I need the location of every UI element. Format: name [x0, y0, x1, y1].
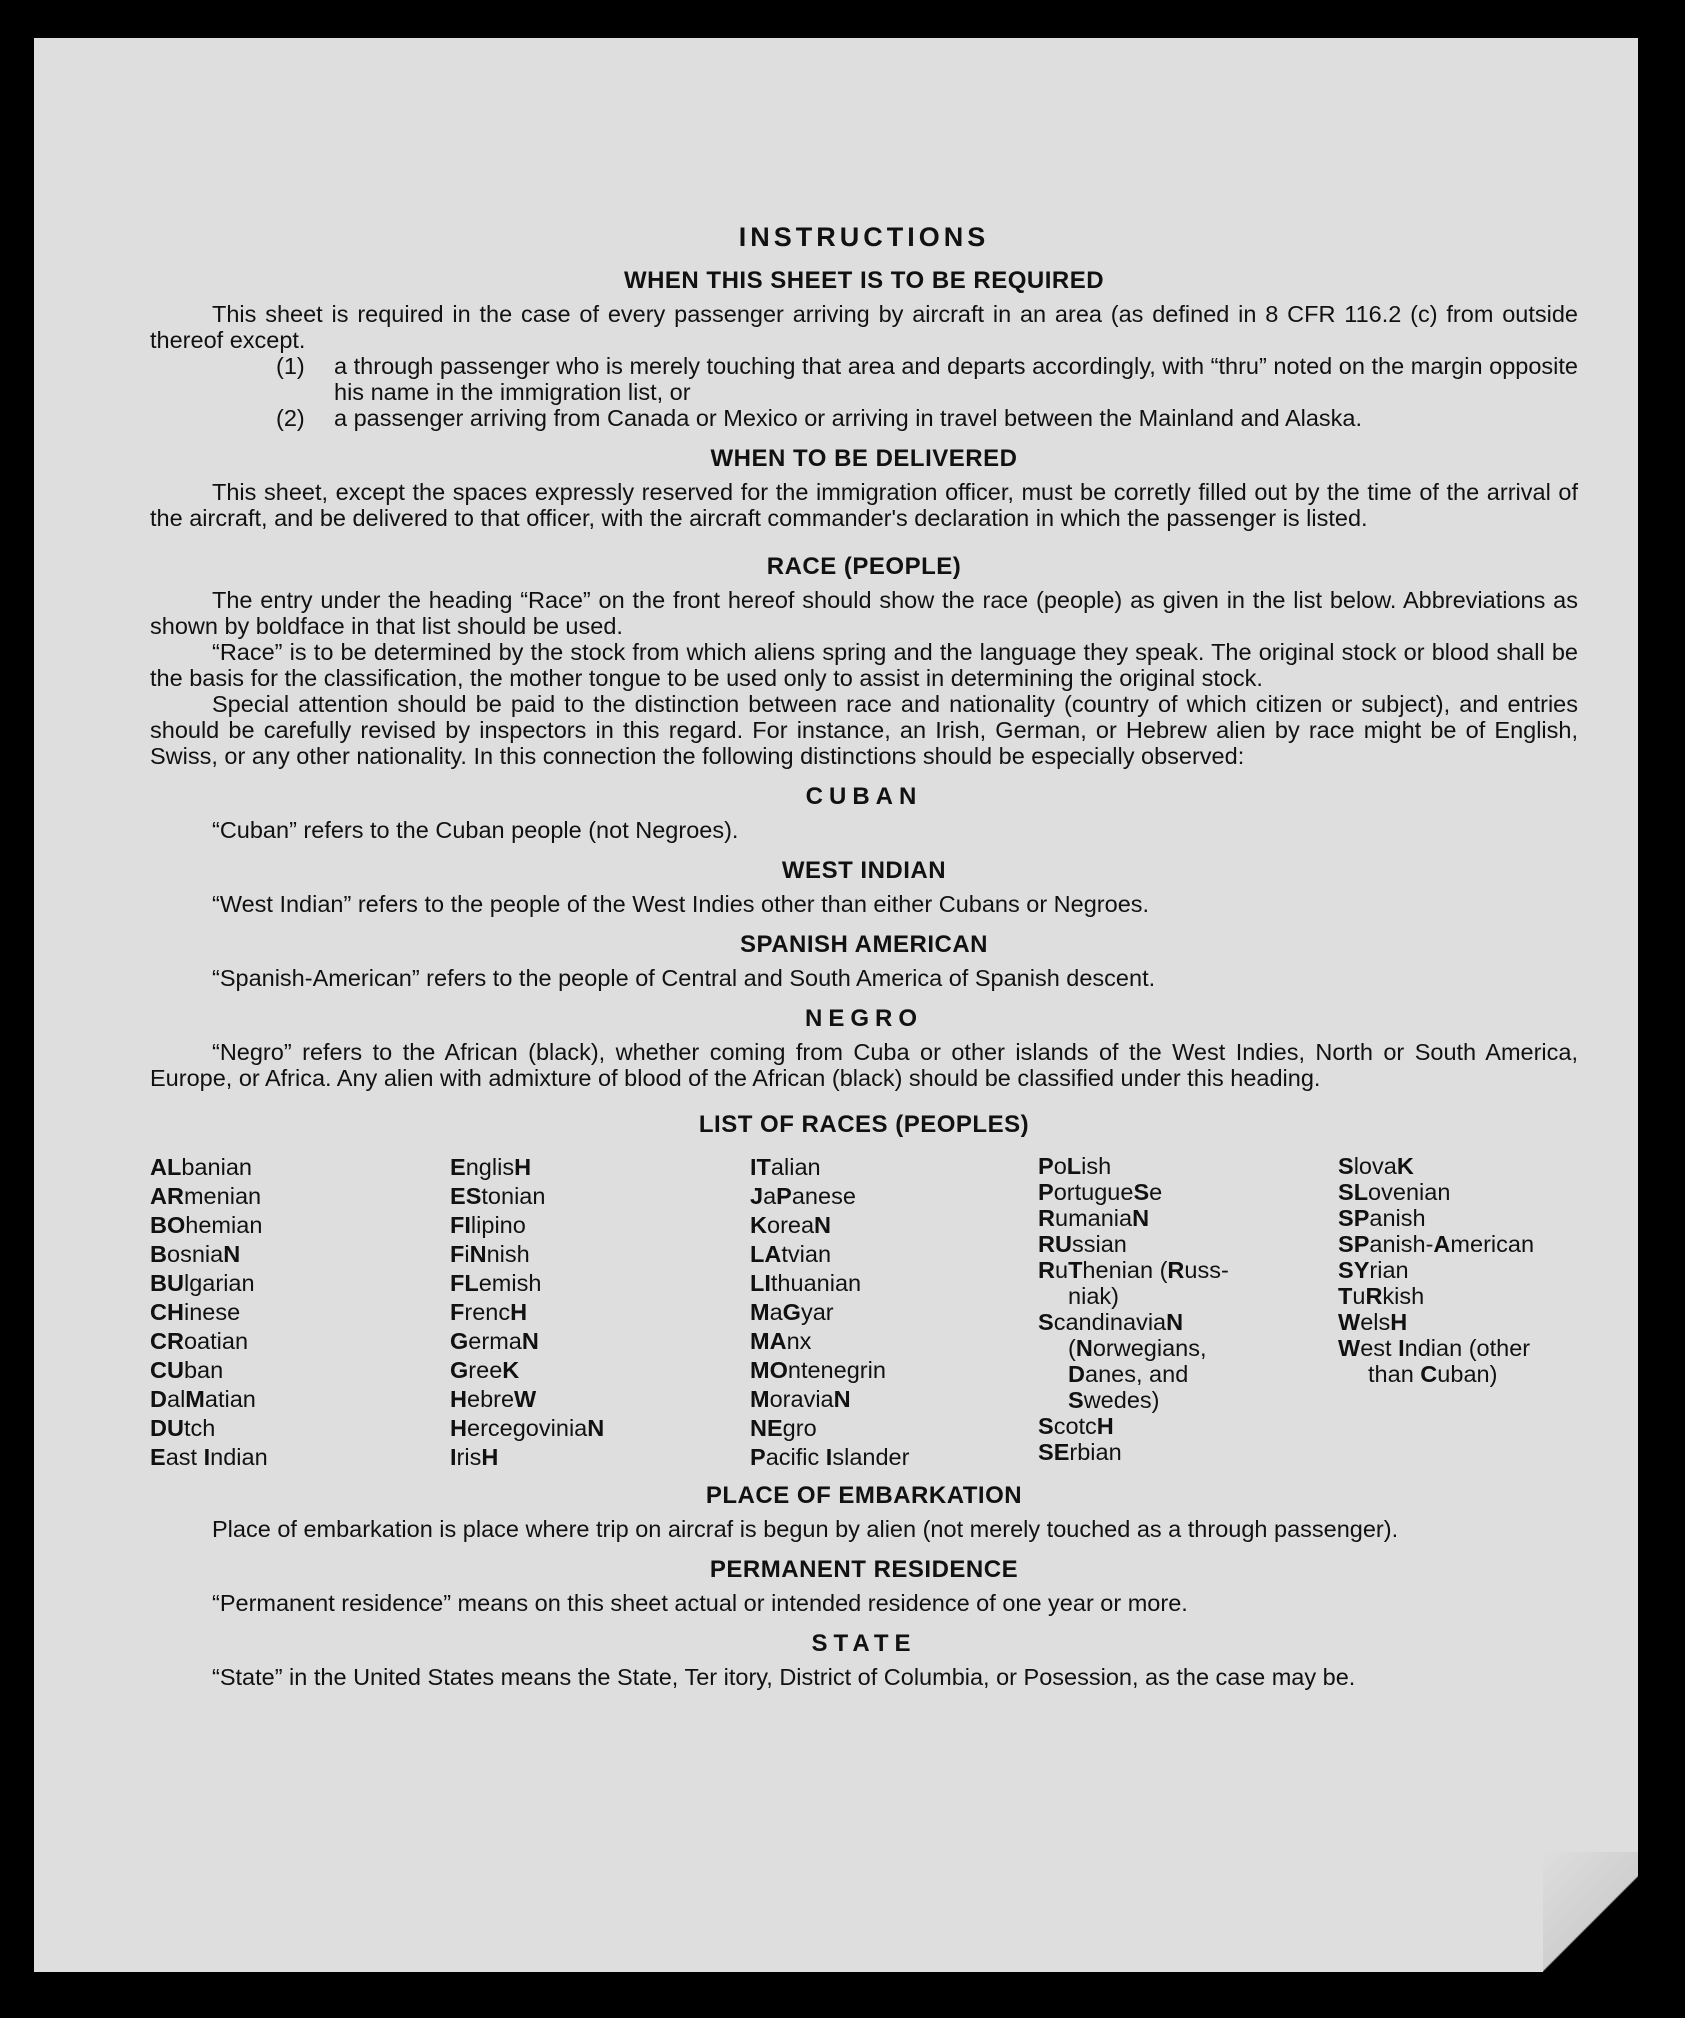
race-entry: FrencH [450, 1299, 528, 1325]
heading-race: RACE (PEOPLE) [766, 553, 962, 580]
race-entry: BUlgarian [150, 1270, 255, 1296]
heading-delivered: WHEN TO BE DELIVERED [710, 445, 1018, 472]
race-entry: EStonian [450, 1183, 546, 1209]
paragraph-race-2: “Race” is to be determined by the stock from which aliens spring and the language they speak. The original stock or blood shall be the basis for the classification, the mother tongue to be used only to assist in determining the original stock. [150, 639, 1578, 691]
race-entry: Pacific Islander [750, 1444, 910, 1470]
paragraph-race-3: Special attention should be paid to the distinction between race and nationality (country of which citizen or subject), and entries should be carefully revised by inspectors in this regard. For instance, an Irish, German, or Hebrew alien by race might be of English, Swiss, or any other nationality. In this connection the following distinctions should be especially observed: [150, 691, 1578, 769]
paragraph-embarkation: Place of embarkation is place where trip on aircraf is begun by alien (not merely touched as a through passenger). [212, 1516, 1399, 1542]
race-entry: FiNnish [450, 1241, 530, 1267]
races-column-3 [750, 1153, 1038, 1472]
item-number: (2) [276, 405, 305, 431]
race-entry: ITalian [750, 1154, 821, 1180]
race-entry: ALbanian [150, 1154, 252, 1180]
race-entry: ARmenian [150, 1183, 262, 1209]
race-entry: CUban [150, 1357, 224, 1383]
race-entry: MOntenegrin [750, 1357, 886, 1383]
race-entry: IrisH [450, 1444, 499, 1470]
race-entry: RuThenian (Russ- [1038, 1257, 1229, 1283]
races-column-5 [1338, 1153, 1578, 1472]
race-entry: SlovaK [1338, 1153, 1414, 1179]
heading-cuban: CUBAN [805, 783, 923, 810]
race-entry: FLemish [450, 1270, 542, 1296]
paragraph-race-1: The entry under the heading “Race” on the front hereof should show the race (people) as given in the list below. Abbreviations as shown by boldface in that list should be used. [150, 587, 1578, 639]
race-entry: PoLish [1038, 1153, 1112, 1179]
paragraph-cuban: “Cuban” refers to the Cuban people (not Negroes). [212, 817, 739, 843]
race-entry: SPanish-American [1338, 1231, 1535, 1257]
races-column-2 [450, 1153, 750, 1472]
race-entry: EnglisH [450, 1154, 532, 1180]
race-entry: SErbian [1038, 1439, 1122, 1465]
race-entry: RumaniaN [1038, 1205, 1150, 1231]
paragraph-negro: “Negro” refers to the African (black), whether coming from Cuba or other islands of the West Indies, North or South America, Europe, or Africa. Any alien with admixture of blood of the African (black) should be classified under this heading. [150, 1039, 1578, 1091]
race-entry: Swedes) [1068, 1387, 1160, 1413]
race-entry: DUtch [150, 1415, 216, 1441]
race-entry: BosniaN [150, 1241, 241, 1267]
race-entry: CHinese [150, 1299, 241, 1325]
race-entry: ScandinaviaN [1038, 1309, 1184, 1335]
paragraph-residence: “Permanent residence” means on this sheet actual or intended residence of one year or more. [212, 1590, 1188, 1616]
race-entry: Danes, and [1068, 1361, 1189, 1387]
race-entry: East Indian [150, 1444, 268, 1470]
item-number: (1) [276, 353, 305, 379]
race-entry: SYrian [1338, 1257, 1409, 1283]
race-entry: JaPanese [750, 1183, 856, 1209]
page-title: INSTRUCTIONS [738, 222, 990, 252]
race-entry: CRoatian [150, 1328, 249, 1354]
race-entry: (Norwegians, [1068, 1335, 1207, 1361]
race-entry: SLovenian [1338, 1179, 1451, 1205]
race-entry: DalMatian [150, 1386, 256, 1412]
race-entry: WelsH [1338, 1309, 1408, 1335]
race-entry: GermaN [450, 1328, 539, 1354]
heading-residence: PERMANENT RESIDENCE [709, 1556, 1019, 1583]
race-entry: ScotcH [1038, 1413, 1114, 1439]
race-entry: PortugueSe [1038, 1179, 1163, 1205]
race-entry: RUssian [1038, 1231, 1127, 1257]
item-text: a passenger arriving from Canada or Mexico or arriving in travel between the Mainland and Alaska. [334, 405, 1363, 431]
heading-embarkation: PLACE OF EMBARKATION [705, 1482, 1023, 1509]
race-entry: SPanish [1338, 1205, 1426, 1231]
race-entry: TuRkish [1338, 1283, 1425, 1309]
race-entry: NEgro [750, 1415, 817, 1441]
paragraph-state: “State” in the United States means the State, Ter itory, District of Columbia, or Posession, as the case may be. [212, 1664, 1356, 1690]
race-entry: West Indian (other [1338, 1335, 1531, 1361]
races-column-1 [150, 1153, 450, 1472]
heading-required: WHEN THIS SHEET IS TO BE REQUIRED [623, 267, 1105, 294]
heading-west-indian: WEST INDIAN [781, 857, 947, 884]
race-entry: FIlipino [450, 1212, 526, 1238]
paragraph-delivered: This sheet, except the spaces expressly reserved for the immigration officer, must be corretly filled out by the time of the arrival of the aircraft, and be delivered to that officer, with the aircraft commander's declaration in which the passenger is listed. [150, 479, 1578, 531]
race-entry: LAtvian [750, 1241, 832, 1267]
race-entry: MaGyar [750, 1299, 834, 1325]
heading-negro: NEGRO [804, 1005, 923, 1032]
race-entry: GreeK [450, 1357, 520, 1383]
race-entry: than Cuban) [1368, 1361, 1498, 1387]
paragraph-required: This sheet is required in the case of every passenger arriving by aircraft in an area (as defined in 8 CFR 116.2 (c) from outside thereof except. [150, 301, 1578, 353]
race-entry: MAnx [750, 1328, 812, 1354]
folded-corner [1543, 1852, 1638, 1972]
races-column-4 [1038, 1153, 1338, 1472]
heading-spanish-american: SPANISH AMERICAN [739, 931, 988, 958]
item-text: a through passenger who is merely touching that area and departs accordingly, with “thru” noted on the margin opposite his name in the immigration list, or [334, 353, 1578, 405]
heading-list-of-races: LIST OF RACES (PEOPLES) [698, 1111, 1030, 1138]
race-entry: MoraviaN [750, 1386, 851, 1412]
list-item [276, 405, 1578, 431]
race-entry: HebreW [450, 1386, 537, 1412]
list-item [276, 353, 1578, 405]
heading-state: STATE [811, 1630, 917, 1657]
paragraph-spanish-american: “Spanish-American” refers to the people of Central and South America of Spanish descent. [212, 965, 1156, 991]
races-list [150, 1153, 1578, 1472]
race-entry: LIthuanian [750, 1270, 862, 1296]
race-entry: niak) [1068, 1283, 1119, 1309]
paragraph-west-indian: “West Indian” refers to the people of the West Indies other than either Cubans or Negroes. [212, 891, 1150, 917]
race-entry: HercegoviniaN [450, 1415, 605, 1441]
race-entry: BOhemian [150, 1212, 263, 1238]
instruction-sheet [34, 38, 1638, 1972]
race-entry: KoreaN [750, 1212, 832, 1238]
